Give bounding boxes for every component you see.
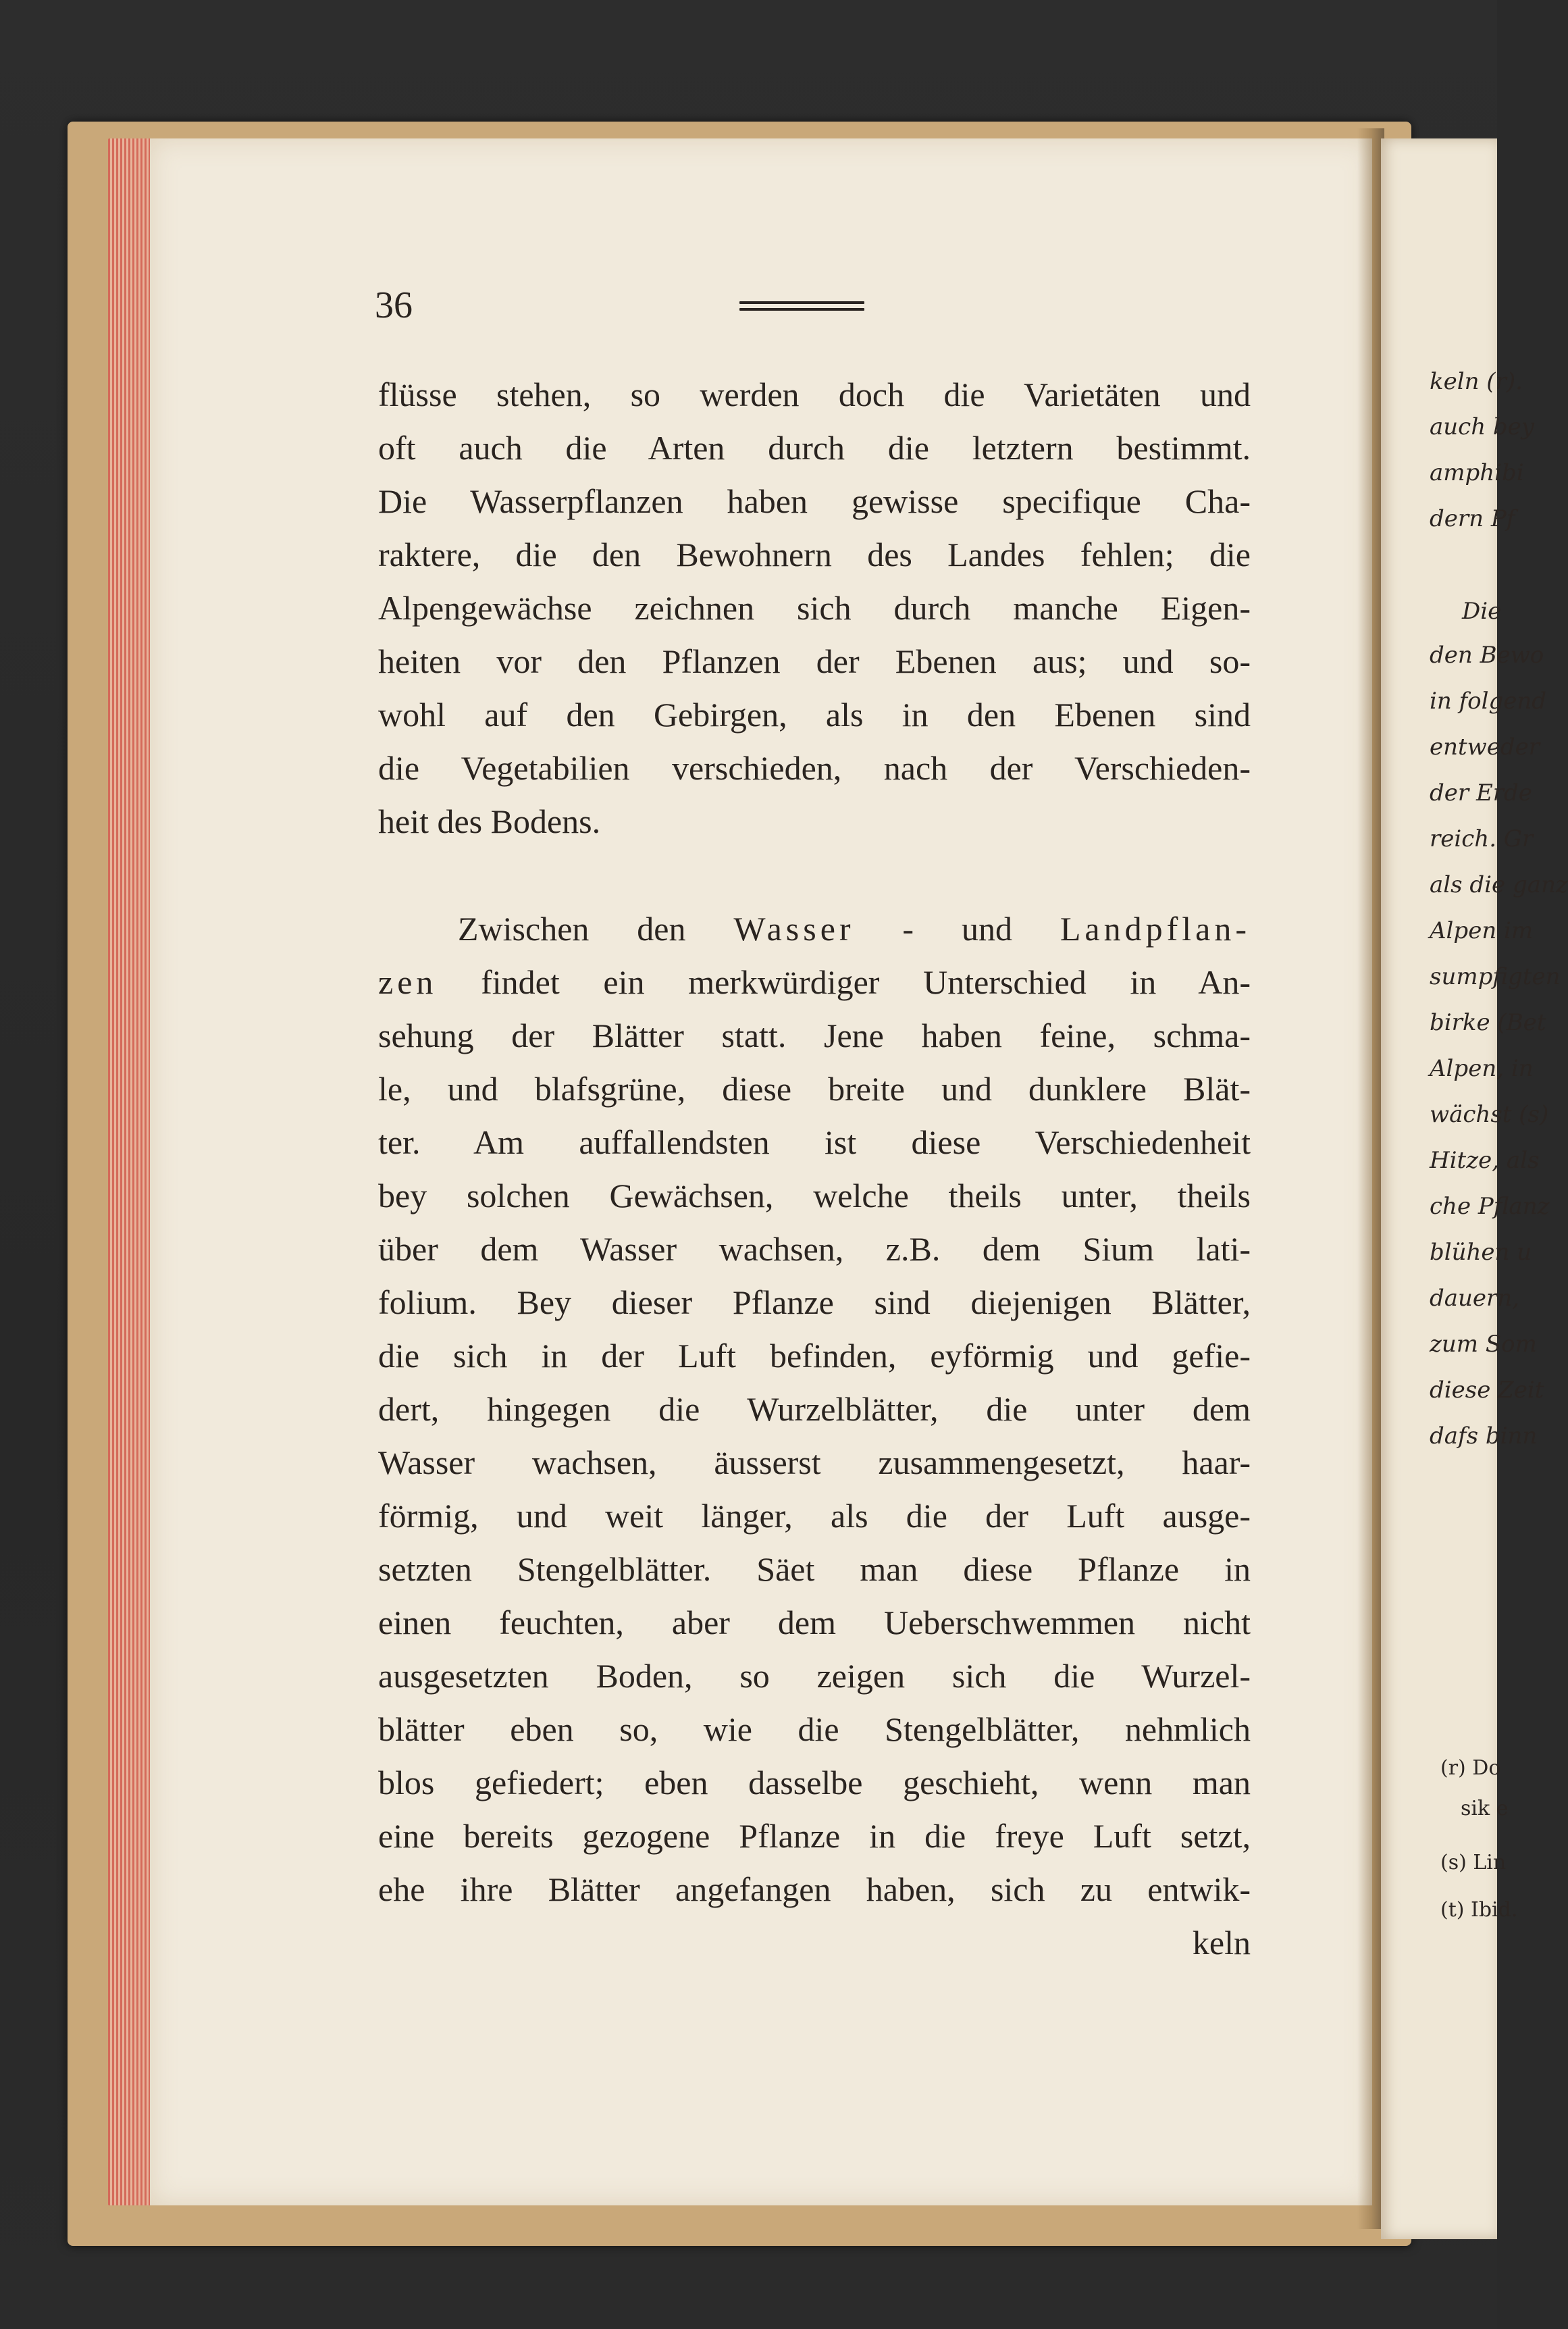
text-line: über dem Wasser wachsen, z.B. dem Sium lati- (378, 1230, 1251, 1268)
facing-text-line: sumpfigten (1430, 963, 1561, 990)
text-line: flüsse stehen, so werden doch die Varietäten und (378, 376, 1251, 413)
facing-text-line: in folgend (1430, 688, 1547, 715)
facing-text-line: reich. Gr (1430, 825, 1534, 852)
text-line: Alpengewächse zeichnen sich durch manche Eigen- (378, 589, 1251, 627)
text-line: ehe ihre Blätter angefangen haben, sich zu entwik- (378, 1870, 1251, 1908)
facing-text-line: dafs binn (1430, 1423, 1538, 1450)
facing-text-line: dern Pf (1430, 505, 1515, 532)
facing-page (1381, 138, 1568, 2239)
paragraph-2 (378, 902, 1251, 1970)
facing-text-line: Hitze, als (1430, 1147, 1540, 1174)
paragraph-1 (378, 368, 1251, 848)
book-gutter (1357, 128, 1384, 2229)
text-line: setzten Stengelblätter. Säet man diese Pflanze in (378, 1550, 1251, 1588)
facing-text-line: der Erde (1430, 779, 1532, 807)
text-line: Wasser wachsen, äusserst zusammengesetzt, haar- (378, 1443, 1251, 1481)
text-line: oft auch die Arten durch die letztern bestimmt. (378, 429, 1251, 467)
catchword: keln (1192, 1924, 1251, 1962)
header-rule (739, 301, 864, 311)
text-line: sehung der Blätter statt. Jene haben feine, schma- (378, 1017, 1251, 1054)
facing-text-line: auch bey (1430, 413, 1535, 440)
text-line: zen findet ein merkwürdiger Unterschied in An- (378, 963, 1251, 1001)
facing-footnote: (r) Do (1440, 1756, 1501, 1780)
facing-text-line: als die ganz (1430, 871, 1568, 898)
text-line: heit des Bodens. (378, 802, 601, 840)
text-line: blos gefiedert; eben dasselbe geschieht, wenn man (378, 1764, 1251, 1801)
facing-text-line: che Pflanz (1430, 1193, 1550, 1220)
text-line: förmig, und weit länger, als die der Luft ausge- (378, 1497, 1251, 1535)
facing-text-line: keln (r). (1430, 368, 1523, 395)
page-number: 36 (375, 284, 413, 326)
text-line: raktere, die den Bewohnern des Landes fehlen; die (378, 536, 1251, 573)
page-text (378, 368, 1251, 1970)
text-line: einen feuchten, aber dem Ueberschwemmen nicht (378, 1604, 1251, 1641)
facing-text-line: entweder (1430, 734, 1540, 761)
text-line: dert, hingegen die Wurzelblätter, die unter dem (378, 1390, 1251, 1428)
text-line: blätter eben so, wie die Stengelblätter, nehmlich (378, 1710, 1251, 1748)
red-page-edges (108, 138, 155, 2205)
text-line: die Vegetabilien verschieden, nach der Verschieden- (378, 749, 1251, 787)
facing-text-line: den Bewo (1430, 642, 1544, 669)
text-line: ter. Am auffallendsten ist diese Verschiedenheit (378, 1123, 1251, 1161)
facing-footnote: sik e (1461, 1797, 1509, 1820)
facing-text-line: Die (1462, 598, 1502, 625)
text-line: le, und blafsgrüne, diese breite und dunklere Blät- (378, 1070, 1251, 1108)
text-line: bey solchen Gewächsen, welche theils unter, theils (378, 1177, 1251, 1214)
facing-footnote: (t) Ibid. (1440, 1898, 1518, 1922)
facing-text-line: blühen u (1430, 1239, 1532, 1266)
text-line: eine bereits gezogene Pflanze in die freye Luft setzt, (378, 1817, 1251, 1855)
facing-text-line: amphibi (1430, 459, 1524, 486)
facing-text-line: birke (Bet (1430, 1009, 1546, 1036)
facing-text-line: diese Zeit (1430, 1377, 1544, 1404)
facing-text-line: dauern, (1430, 1285, 1520, 1312)
facing-text-line: zum Som (1430, 1331, 1537, 1358)
facing-text-line: Alpen im (1430, 917, 1534, 944)
facing-text-line: Alpen, in (1430, 1055, 1534, 1082)
text-line: wohl auf den Gebirgen, als in den Ebenen sind (378, 696, 1251, 734)
text-line: heiten vor den Pflanzen der Ebenen aus; und so- (378, 642, 1251, 680)
text-line: ausgesetzten Boden, so zeigen sich die Wurzel- (378, 1657, 1251, 1695)
facing-footnote: (s) Lin (1440, 1851, 1507, 1874)
text-line: folium. Bey dieser Pflanze sind diejenigen Blätter, (378, 1283, 1251, 1321)
facing-text-line: wächst (s) (1430, 1101, 1549, 1128)
text-line: Zwischen den Wasser - und Landpflan- (458, 910, 1251, 948)
text-line: Die Wasserpflanzen haben gewisse specifique Cha- (378, 482, 1251, 520)
text-line: die sich in der Luft befinden, eyförmig und gefie- (378, 1337, 1251, 1375)
